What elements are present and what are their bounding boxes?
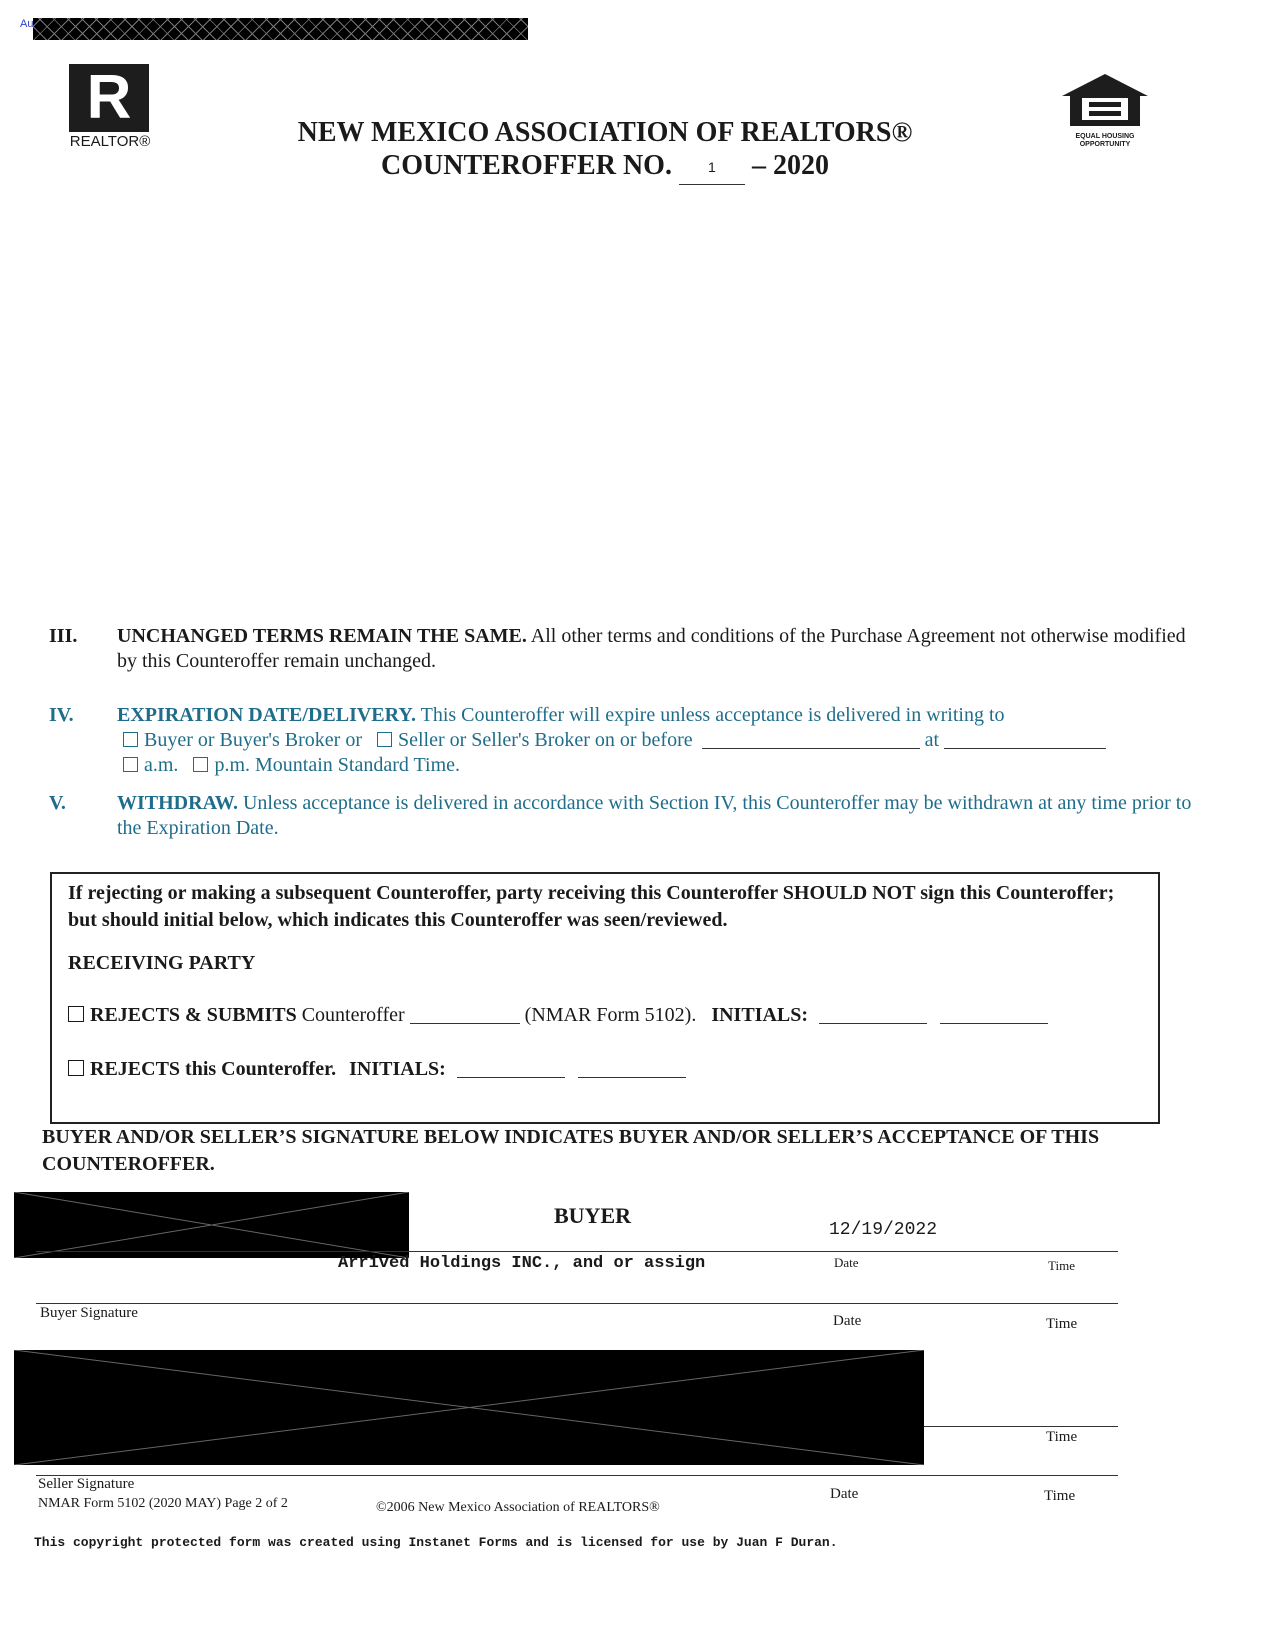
initials-label-1: INITIALS: [711, 1004, 809, 1026]
counteroffer-number-field[interactable] [410, 1023, 520, 1024]
seller-broker-checkbox[interactable] [377, 732, 392, 747]
section-iii-heading: UNCHANGED TERMS REMAIN THE SAME. [117, 625, 527, 647]
receiving-party-box [50, 872, 1160, 1124]
counteroffer-year: – 2020 [751, 150, 829, 181]
receiving-notice: If rejecting or making a subsequent Counteroffer, party receiving this Counteroffer SHOULD NOT sign this Counteroffer; but should initial below, which indicates this Counteroffer was seen/reviewed. [68, 882, 1115, 931]
rejects-submits-line [68, 1004, 1048, 1027]
section-iv-text: This Counteroffer will expire unless acceptance is delivered in writing to [420, 704, 1005, 726]
buyer-date-label-1: Date [834, 1255, 859, 1270]
buyer-heading: BUYER [554, 1203, 632, 1228]
realtor-label: REALTOR® [69, 133, 151, 150]
redaction-bar-top [33, 18, 528, 40]
rejects-label: REJECTS this Counteroffer. [90, 1058, 337, 1080]
at-label: at [924, 729, 940, 751]
buyer-broker-checkbox[interactable] [123, 732, 138, 747]
buyer-time-label-2: Time [1046, 1316, 1078, 1332]
buyer-date-value: 12/19/2022 [829, 1220, 938, 1240]
redaction-box-buyer [14, 1192, 409, 1258]
redaction-box-seller [14, 1350, 924, 1465]
initials-field-2b[interactable] [578, 1077, 686, 1078]
section-v-number: V. [49, 792, 66, 814]
buyer-signature-label: Buyer Signature [40, 1305, 138, 1321]
seller-line-1 [924, 1426, 1118, 1427]
form-reference: (NMAR Form 5102). [524, 1004, 697, 1026]
initials-field-1b[interactable] [940, 1023, 1048, 1024]
pm-checkbox[interactable] [193, 757, 208, 772]
section-iv-body [117, 703, 1207, 778]
rejects-checkbox[interactable] [68, 1060, 84, 1076]
au-text: Au [20, 18, 34, 30]
buyer-time-label-1: Time [1048, 1258, 1075, 1273]
rejects-submits-counteroffer: Counteroffer [301, 1004, 405, 1026]
license-notice: This copyright protected form was created using Instanet Forms and is licensed for use by Juan F Duran. [34, 1535, 838, 1550]
rejects-line [68, 1058, 686, 1081]
form-id: NMAR Form 5102 (2020 MAY) Page 2 of 2 [38, 1496, 288, 1511]
buyer-line-1 [36, 1251, 1118, 1252]
buyer-line-2 [36, 1303, 1118, 1304]
section-v-body [117, 791, 1207, 841]
am-label: a.m. [144, 754, 179, 776]
expiration-date-field[interactable] [702, 748, 920, 749]
seller-broker-label: Seller or Seller's Broker on or before [398, 729, 693, 751]
org-title: NEW MEXICO ASSOCIATION OF REALTORS® [297, 117, 913, 148]
am-checkbox[interactable] [123, 757, 138, 772]
counteroffer-number: 1 [679, 151, 745, 185]
buyer-name-value: Arrived Holdings INC., and or assign [338, 1254, 706, 1273]
seller-line-2 [36, 1475, 1118, 1476]
section-iii-number: III. [49, 625, 78, 647]
realtor-block-letter: R [69, 64, 149, 132]
receiving-party-label: RECEIVING PARTY [68, 952, 256, 974]
initials-label-2: INITIALS: [349, 1058, 446, 1080]
section-iii-text: All other terms and conditions of the Purchase Agreement not otherwise modified by this Counteroffer remain unchanged. [117, 625, 1186, 672]
rejects-submits-label: REJECTS & SUBMITS [90, 1004, 297, 1026]
section-v-text: Unless acceptance is delivered in accordance with Section IV, this Counteroffer may be withdrawn at any time prior to the Expiration Date. [117, 792, 1192, 839]
section-iii-body [117, 624, 1207, 674]
expiration-time-field[interactable] [944, 748, 1106, 749]
counteroffer-prefix: COUNTEROFFER NO. [381, 150, 672, 181]
seller-time-label-1: Time [1046, 1429, 1078, 1445]
buyer-broker-label: Buyer or Buyer's Broker or [144, 729, 362, 751]
section-iii [49, 624, 1209, 684]
acceptance-statement: BUYER AND/OR SELLER’S SIGNATURE BELOW INDICATES BUYER AND/OR SELLER’S ACCEPTANCE OF THIS COUNTEROFFER. [42, 1126, 1100, 1175]
pm-label: p.m. Mountain Standard Time. [214, 754, 461, 776]
initials-field-1a[interactable] [819, 1023, 927, 1024]
section-v-heading: WITHDRAW. [117, 792, 238, 814]
section-iv [49, 703, 1209, 787]
seller-signature-label: Seller Signature [38, 1476, 135, 1492]
rejects-submits-checkbox[interactable] [68, 1006, 84, 1022]
copyright: ©2006 New Mexico Association of REALTORS® [376, 1500, 660, 1515]
section-iv-heading: EXPIRATION DATE/DELIVERY. [117, 704, 416, 726]
counteroffer-title [0, 149, 1210, 185]
section-iv-number: IV. [49, 704, 74, 726]
equal-housing-label: EQUAL HOUSING OPPORTUNITY [1075, 133, 1135, 148]
initials-field-2a[interactable] [457, 1077, 565, 1078]
section-v [49, 791, 1209, 846]
buyer-date-label-2: Date [833, 1313, 862, 1329]
seller-date-label: Date [830, 1486, 859, 1502]
seller-time-label-2: Time [1044, 1488, 1076, 1504]
